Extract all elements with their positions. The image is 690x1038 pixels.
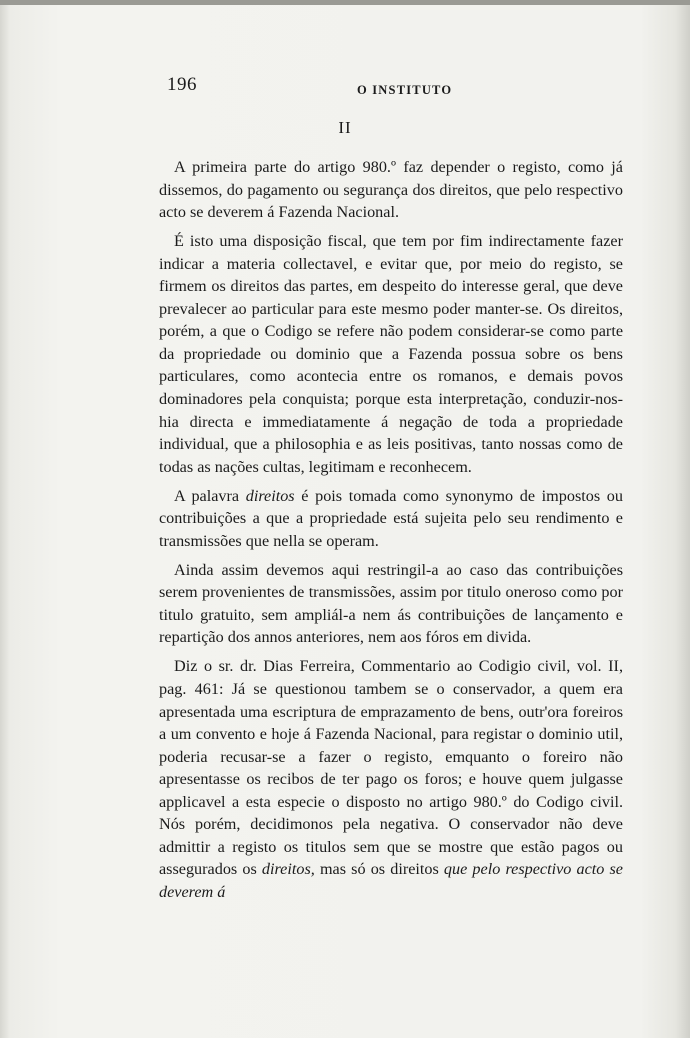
paragraph-5-between: mas só os direitos (314, 860, 444, 879)
paragraph-4: Ainda assim devemos aqui restringil-a ao caso das contribuições serem provenientes de transmissões, assim por titulo oneroso como por titulo gratuito, sem ampliál-a nem ás contribuições de lançamento e repartição dos annos anteriores, nem aos fóros em divida. (159, 560, 623, 647)
paragraph-5-emphasis-2: que pelo respectivo acto se deverem á (159, 860, 623, 901)
section-numeral: II (338, 118, 352, 137)
paragraph-5-start: Diz o sr. dr. Dias Ferreira, Commentario ao Codigio civil, vol. (174, 657, 609, 676)
paragraph-5-quote: , pag. 461: Já se questionou tambem se o conservador, a quem era apresentada uma escriptura de emprazamento de bens, outr'ora foreiros a um convento e hoje á Fazenda Nacional, para registar o dominio util, poderia recusar-se a fazer o registo, emquanto o foreiro não apresentasse os recibos de ter pago os foros; e houve quem julgasse applicavel a esta especie o disposto no artigo 980.º do Codigo civil. Nós porém, decidimonos pela negativa. O conservador não deve admittir a registo os titulos sem que se mostre que estão pagos ou assegurados os (159, 657, 623, 879)
paragraph-2: É isto uma disposição fiscal, que tem por fim indirectamente fazer indicar a materia collectavel, e evitar que, por meio do registo, se firmem os direitos das partes, em despeito do interesse geral, que deve prevalecer ao particular para este mesmo poder manter-se. Os direitos, porém, a que o Codigo se refere não podem considerar-se como parte da propriedade ou dominio que a Fazenda possua sobre os bens particulares, como acontecia entre os romanos, e demais povos dominadores pela conquista; porque esta interpretação, conduzir-nos-hia directa e immediatamente á negação de toda a propriedade individual, que a philosophia e as leis positivas, tanto nossas como de todas as nações cultas, legitimam e reconhecem. (159, 232, 623, 476)
paragraph-3 (159, 485, 623, 553)
paragraph-5 (159, 655, 623, 903)
paragraph-3-start: A palavra (174, 486, 246, 505)
paragraph-3-end: é pois tomada como synonymo de impostos ou contribuições a que a propriedade está sujeita pelo seu rendimento e transmissões que nella se operam. (159, 486, 623, 550)
running-title: O INSTITUTO (357, 83, 453, 97)
body-text (159, 156, 623, 904)
paragraph-1: A primeira parte do artigo 980.º faz depender o registo, como já dissemos, do pagamento ou segurança dos direitos, que pelo respectivo acto se deverem á Fazenda Nacional. (159, 158, 623, 222)
volume-numeral: II (608, 657, 619, 676)
paragraph-5-emphasis-1: direitos, (261, 860, 315, 879)
page-header (167, 74, 627, 104)
paragraph-3-emphasis: direitos (245, 486, 295, 505)
page-number: 196 (167, 74, 197, 95)
page-top-edge (0, 0, 690, 5)
